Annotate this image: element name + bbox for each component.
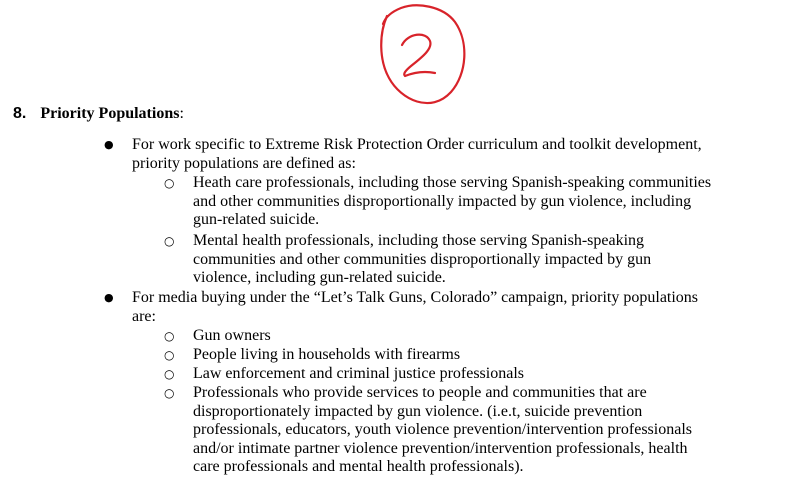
sub-item-line: Gun owners <box>193 327 271 344</box>
sub-item-line: Professionals who provide services to people and communities that are <box>193 384 647 401</box>
sub-bullet-marker: ○ <box>164 386 175 400</box>
bullet-1-text <box>132 136 702 173</box>
section-heading <box>13 103 184 125</box>
sub-item-line: People living in households with firearms <box>193 346 461 363</box>
bullet-1-line: For work specific to Extreme Risk Protection Order curriculum and toolkit development, <box>132 136 702 153</box>
sub-item-line: violence, including gun-related suicide. <box>193 269 446 286</box>
sub-item-2-1 <box>193 327 271 346</box>
sub-item-line: Mental health professionals, including those serving Spanish-speaking <box>193 232 645 249</box>
bullet-1-line: priority populations are defined as: <box>132 154 356 172</box>
section-title: Priority Populations <box>40 105 180 122</box>
section-number: 8. <box>13 105 27 122</box>
bullet-marker-2: ● <box>104 291 114 304</box>
sub-bullet-marker: ○ <box>164 176 175 190</box>
sub-item-1-2 <box>193 232 651 288</box>
section-colon: : <box>179 105 184 122</box>
sub-item-line: care professionals and mental health professionals). <box>193 458 524 475</box>
sub-bullet-marker: ○ <box>164 367 175 381</box>
sub-item-line: and/or intimate partner violence prevention/intervention professionals, health <box>193 439 688 457</box>
sub-item-2-3 <box>193 365 524 384</box>
sub-item-line: and other communities disproportionally impacted by gun violence, including <box>193 192 692 210</box>
sub-item-2-2 <box>193 346 460 365</box>
sub-item-2-4 <box>193 384 692 477</box>
bullet-marker-1: ● <box>104 138 114 151</box>
sub-item-line: Law enforcement and criminal justice professionals <box>193 365 524 382</box>
sub-item-line: professionals, educators, youth violence prevention/intervention professionals <box>193 421 692 438</box>
sub-item-line: communities and other communities disproportionally impacted by gun <box>193 250 652 268</box>
sub-bullet-marker: ○ <box>164 348 175 362</box>
handwritten-circled-2-annotation <box>365 0 475 112</box>
sub-bullet-marker: ○ <box>164 329 175 343</box>
sub-bullet-marker: ○ <box>164 234 175 248</box>
sub-item-line: gun-related suicide. <box>193 211 320 228</box>
sub-item-1-1 <box>193 174 711 230</box>
sub-item-line: disproportionately impacted by gun violence. (i.e.t, suicide prevention <box>193 402 643 420</box>
sub-item-line: Heath care professionals, including those serving Spanish-speaking communities <box>193 174 712 191</box>
bullet-2-line: are: <box>132 307 156 325</box>
bullet-2-text <box>132 289 698 326</box>
bullet-2-line: For media buying under the “Let’s Talk Guns, Colorado” campaign, priority populations <box>132 289 699 306</box>
